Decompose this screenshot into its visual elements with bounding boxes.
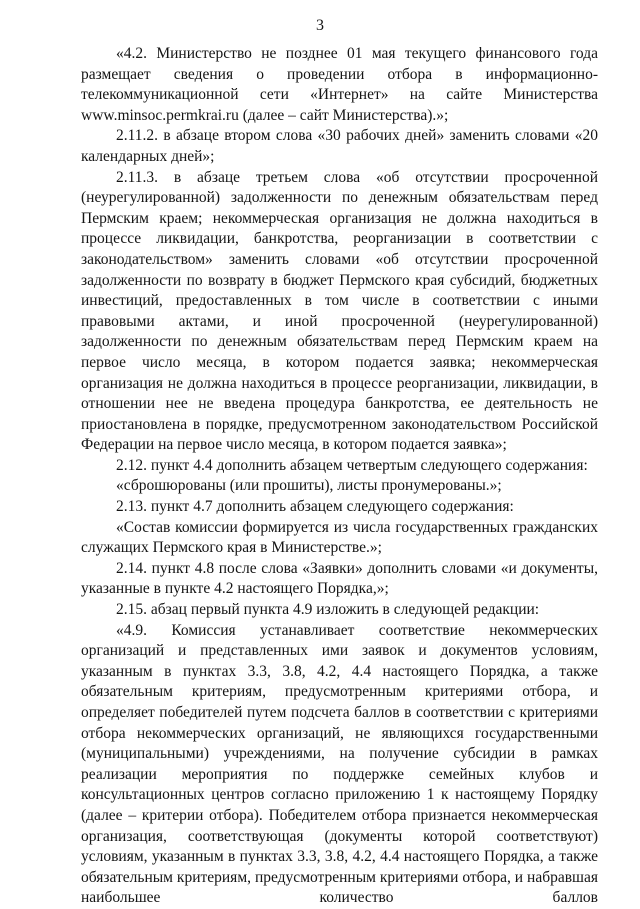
paragraph-2-11-3: 2.11.3. в абзаце третьем слова «об отсутствии просроченной (неурегулированной) задолженности по денежным обязательствам перед Пермским краем; некоммерческая организация не должна находиться в процессе ликвидации, банкротства, реорганизации в соответствии с законодательством» заменить словами «об отсутствии просроченной задолженности по возврату в бюджет Пермского края субсидий, бюджетных инвестиций, предоставленных в том числе в соответствии с иными правовыми актами, и иной просроченной (неурегулированной) задолженности по денежным обязательствам перед Пермским краем на первое число месяца, в котором подается заявка; некоммерческая организация не должна находиться в процессе реорганизации, ликвидации, в отношении нее не введена процедура банкротства, ее деятельность не приостановлена в порядке, предусмотренном законодательством Российской Федерации на первое число месяца, в котором подается заявка»;	[81, 168, 598, 454]
paragraph-2-11-2: 2.11.2. в абзаце втором слова «30 рабочих дней» заменить словами «20 календарных дней»;	[81, 127, 598, 165]
paragraph-2-12: 2.12. пункт 4.4 дополнить абзацем четвертым следующего содержания:	[116, 456, 588, 474]
paragraph-4-2: «4.2. Министерство не позднее 01 мая текущего финансового года размещает сведения о проведении отбора в информационно-телекоммуникационной сети «Интернет» на сайте Министерства www.minsoc.permkrai.ru (далее – сайт Министерства).»;	[81, 45, 598, 124]
paragraph-2-15: 2.15. абзац первый пункта 4.9 изложить в следующей редакции:	[116, 601, 540, 619]
paragraph-2-14: 2.14. пункт 4.8 после слова «Заявки» дополнить словами «и документы, указанные в пункте 4.2 настоящего Порядка,»;	[81, 559, 598, 598]
document-body	[81, 44, 598, 909]
paragraph-2-12-quote: «сброшюрованы (или прошиты), листы пронумерованы.»;	[116, 477, 502, 495]
paragraph-2-13: 2.13. пункт 4.7 дополнить абзацем следующего содержания:	[116, 498, 514, 516]
paragraph-2-13-quote: «Состав комиссии формируется из числа государственных гражданских служащих Пермского края в Министерстве.»;	[81, 518, 598, 557]
page-number: 3	[316, 17, 324, 34]
paragraph-4-9: «4.9. Комиссия устанавливает соответствие некоммерческих организаций и представленных ими заявок и документов условиям, указанным в пунктах 3.3, 3.8, 4.2, 4.4 настоящего Порядка, а также обязательным критериям, предусмотренным критериями отбора, и определяет победителей путем подсчета баллов в соответствии с критериями отбора некоммерческих организаций, не являющихся государственными (муниципальными) учреждениями, на получение субсидии в рамках реализации мероприятия по поддержке семейных клубов и консультационных центров согласно приложению 1 к настоящему Порядку (далее – критерии отбора). Победителем отбора признается некоммерческая организация, соответствующая (документы которой соответствуют) условиям, указанным в пунктах 3.3, 3.8, 4.2, 4.4 настоящего Порядка, а также обязательным критериям, предусмотренным критериями отбора, и набравшая наибольшее количество баллов	[81, 621, 598, 907]
